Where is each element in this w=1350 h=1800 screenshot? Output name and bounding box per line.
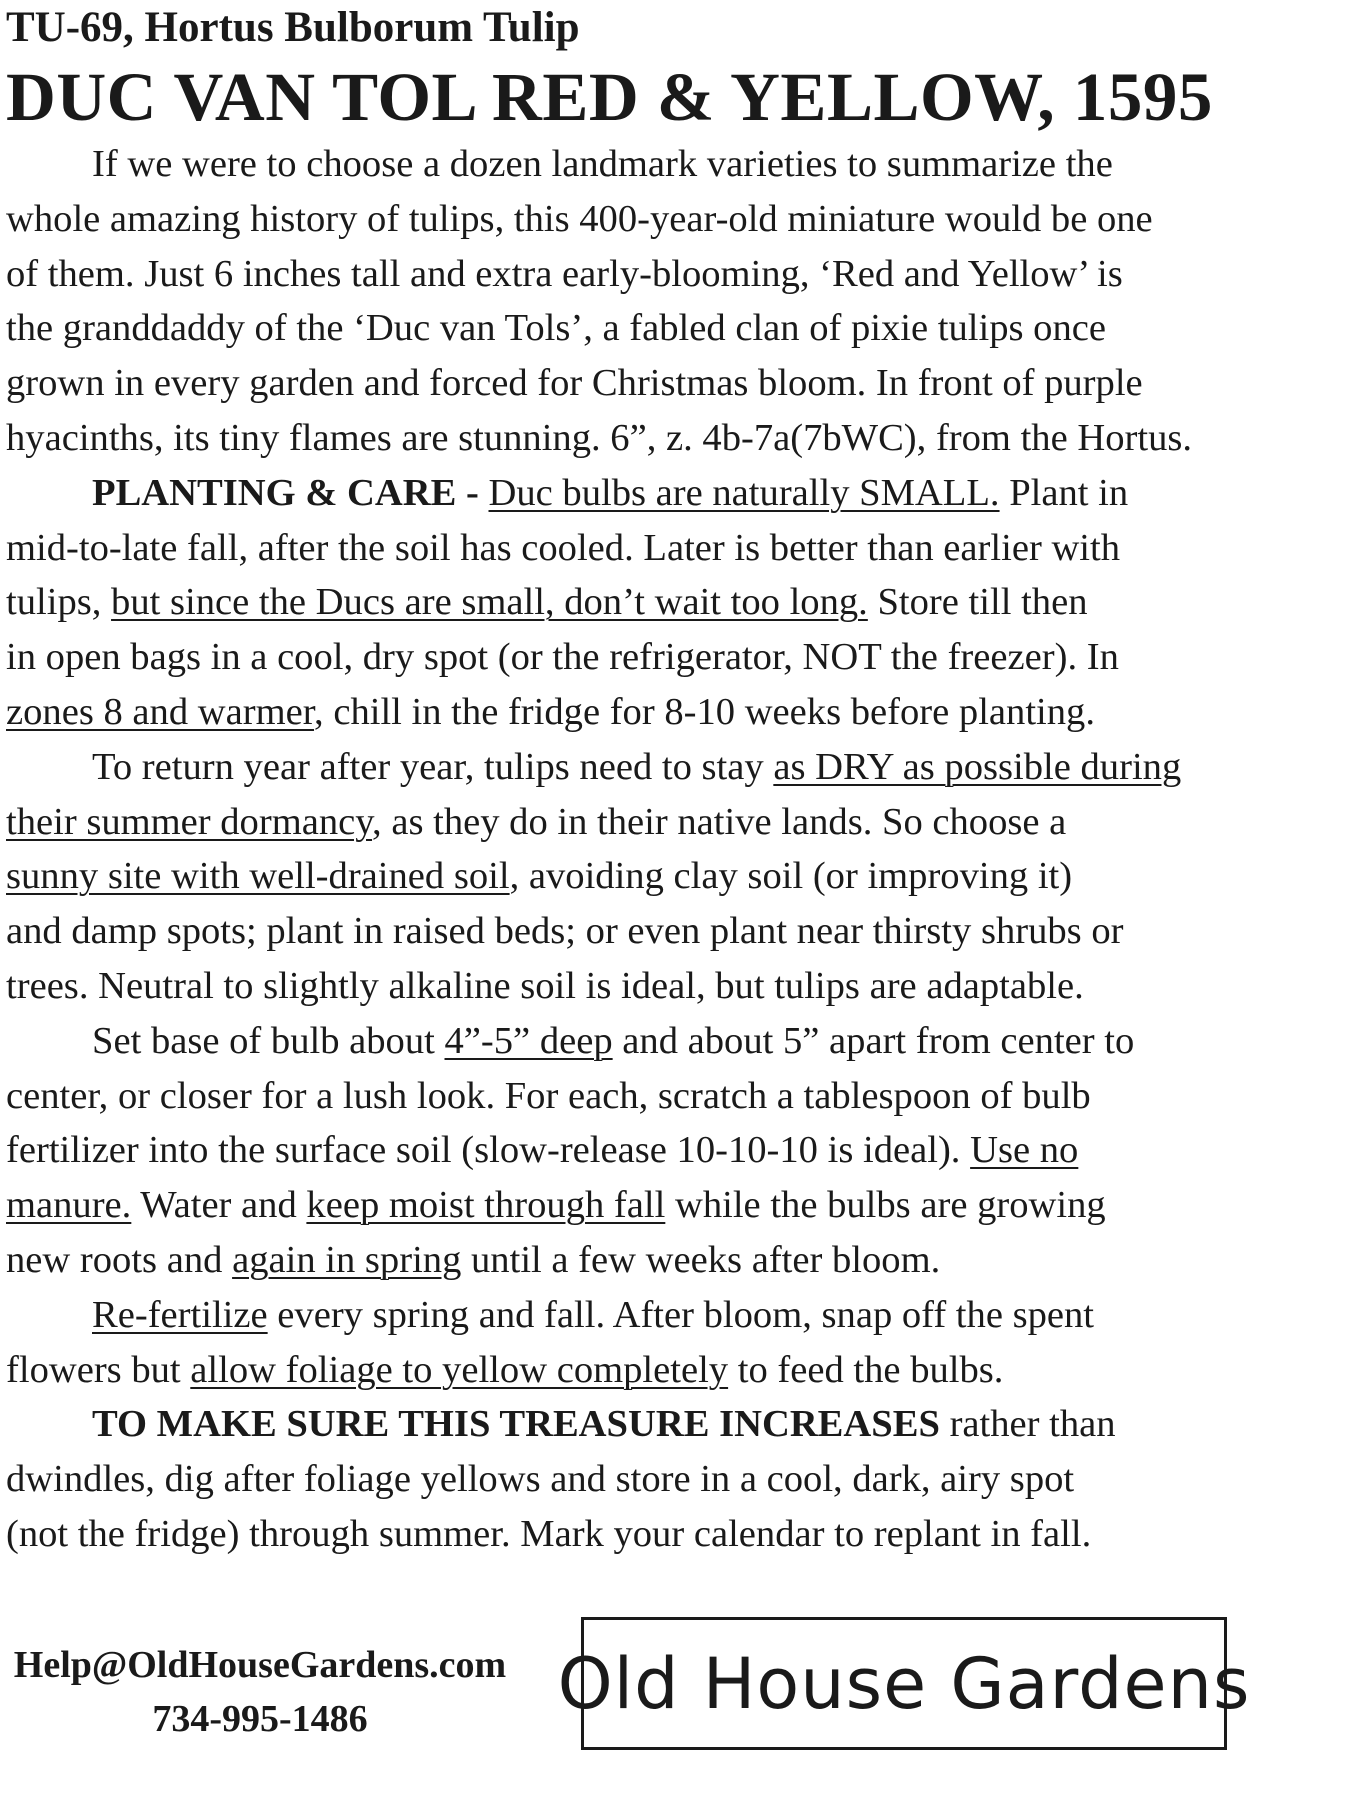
planting-care-paragraph xyxy=(6,466,1306,740)
section-heading: PLANTING & CARE - xyxy=(92,471,489,514)
text-line: in open bags in a cool, dry spot (or the refrigerator, NOT the freezer). In xyxy=(6,636,1119,679)
text-line xyxy=(6,466,1306,521)
emphasis-text: keep moist through fall xyxy=(306,1184,666,1227)
text-line: and damp spots; plant in raised beds; or even plant near thirsty shrubs or xyxy=(6,910,1124,953)
text-line: dwindles, dig after foliage yellows and store in a cool, dark, airy spot xyxy=(6,1458,1075,1501)
emphasis-text: allow foliage to yellow completely xyxy=(190,1348,729,1391)
section-heading: TO MAKE SURE THIS TREASURE INCREASES xyxy=(92,1403,940,1446)
text-line: hyacinths, its tiny flames are stunning. 6”, z. 4b-7a(7bWC), from the Hortus. xyxy=(6,416,1193,459)
text-fragment: , chill in the fridge for 8-10 weeks before planting. xyxy=(314,690,1095,733)
product-code-heading: TU-69, Hortus Bulborum Tulip xyxy=(6,4,580,51)
dormancy-paragraph xyxy=(6,740,1306,1014)
intro-paragraph xyxy=(6,137,1306,466)
depth-paragraph xyxy=(6,1014,1306,1288)
text-line: mid-to-late fall, after the soil has cooled. Later is better than earlier with xyxy=(6,526,1121,569)
contact-block xyxy=(0,1638,520,1746)
text-line xyxy=(6,1178,1306,1233)
text-fragment: to feed the bulbs. xyxy=(728,1348,1004,1391)
emphasis-text: 4”-5” deep xyxy=(444,1019,613,1062)
text-line: whole amazing history of tulips, this 400-year-old miniature would be one xyxy=(6,197,1153,240)
text-fragment: , avoiding clay soil (or improving it) xyxy=(509,855,1073,898)
text-fragment: rather than xyxy=(939,1403,1116,1446)
text-fragment: Plant in xyxy=(999,471,1129,514)
text-line: trees. Neutral to slightly alkaline soil is ideal, but tulips are adaptable. xyxy=(6,964,1084,1007)
increase-paragraph xyxy=(6,1397,1306,1561)
emphasis-text: their summer dormancy xyxy=(6,800,373,843)
text-line xyxy=(6,1288,1306,1343)
text-fragment: flowers but xyxy=(6,1348,191,1391)
emphasis-text: but since the Ducs are small, don’t wait too long. xyxy=(111,581,868,624)
text-fragment: and about 5” apart from center to xyxy=(612,1019,1135,1062)
text-fragment: Water and xyxy=(131,1184,307,1227)
variety-title: DUC VAN TOL RED & YELLOW, 1595 xyxy=(6,59,1213,135)
emphasis-text: sunny site with well-drained soil xyxy=(6,855,510,898)
emphasis-text: Use no xyxy=(970,1129,1079,1172)
text-line xyxy=(6,1233,1306,1288)
emphasis-text: zones 8 and warmer xyxy=(6,690,315,733)
emphasis-text: again in spring xyxy=(232,1238,462,1281)
description-body xyxy=(6,137,1306,1562)
text-line xyxy=(6,1014,1306,1069)
text-line xyxy=(6,795,1306,850)
contact-phone: 734-995-1486 xyxy=(152,1698,368,1740)
text-line: the granddaddy of the ‘Duc van Tols’, a fabled clan of pixie tulips once xyxy=(6,307,1107,350)
text-fragment: To return year after year, tulips need to stay xyxy=(92,745,774,788)
text-line xyxy=(6,575,1306,630)
text-line: grown in every garden and forced for Christmas bloom. In front of purple xyxy=(6,362,1143,405)
emphasis-text: manure. xyxy=(6,1184,132,1227)
text-line xyxy=(6,1343,1306,1398)
brand-logo-text: Old House Gardens xyxy=(557,1642,1251,1725)
fertilize-paragraph xyxy=(6,1288,1306,1398)
text-line: If we were to choose a dozen landmark varieties to summarize the xyxy=(92,143,1113,185)
contact-email: Help@OldHouseGardens.com xyxy=(13,1644,507,1686)
emphasis-text: Duc bulbs are naturally SMALL. xyxy=(488,471,1000,514)
text-line xyxy=(6,1397,1306,1452)
text-line xyxy=(6,849,1306,904)
text-line: of them. Just 6 inches tall and extra early-blooming, ‘Red and Yellow’ is xyxy=(6,252,1123,295)
text-line xyxy=(6,740,1306,795)
text-line xyxy=(6,685,1306,740)
text-fragment: until a few weeks after bloom. xyxy=(461,1238,941,1281)
text-fragment: new roots and xyxy=(6,1238,233,1281)
text-line xyxy=(6,1123,1306,1178)
text-fragment: , as they do in their native lands. So choose a xyxy=(372,800,1067,843)
text-line: center, or closer for a lush look. For each, scratch a tablespoon of bulb xyxy=(6,1074,1091,1117)
text-fragment: every spring and fall. After bloom, snap off the spent xyxy=(267,1293,1095,1336)
text-line: (not the fridge) through summer. Mark your calendar to replant in fall. xyxy=(6,1512,1092,1555)
emphasis-text: Re-fertilize xyxy=(92,1293,268,1336)
brand-logo xyxy=(557,1617,1251,1750)
text-fragment: tulips, xyxy=(6,581,112,624)
text-fragment: while the bulbs are growing xyxy=(665,1184,1106,1227)
emphasis-text: as DRY as possible during xyxy=(773,745,1182,788)
text-fragment: Store till then xyxy=(867,581,1088,624)
text-fragment: Set base of bulb about xyxy=(92,1019,445,1062)
text-fragment: fertilizer into the surface soil (slow-release 10-10-10 is ideal). xyxy=(6,1129,971,1172)
